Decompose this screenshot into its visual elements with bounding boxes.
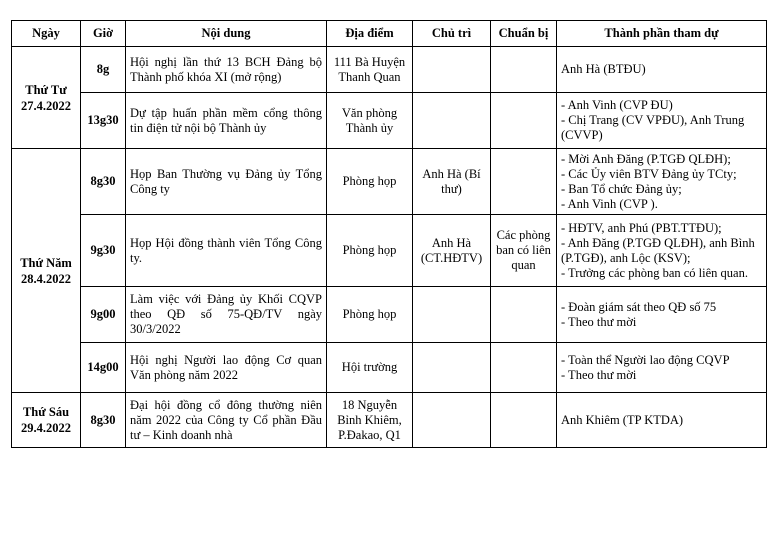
time-cell: 9g30 (81, 215, 126, 287)
place-cell: Phòng họp (327, 215, 413, 287)
attendee-line: - Anh Đăng (P.TGĐ QLĐH), anh Bình (P.TGĐ), anh Lộc (KSV); (561, 235, 755, 265)
attendees-cell (557, 287, 767, 343)
schedule-table (11, 20, 767, 448)
time-cell: 14g00 (81, 343, 126, 393)
content-cell: Họp Hội đồng thành viên Tổng Công ty. (126, 215, 327, 287)
time-cell: 8g30 (81, 149, 126, 215)
attendee-line: - Trưởng các phòng ban có liên quan. (561, 265, 748, 280)
chair-cell (413, 93, 491, 149)
day-weekday: Thứ Sáu (22, 405, 70, 419)
day-weekday: Thứ Tư (25, 82, 67, 97)
table-row (12, 149, 767, 215)
prep-cell (491, 149, 557, 215)
table-row (12, 47, 767, 93)
attendee-line: - Chị Trang (CV VPĐU), Anh Trung (CVVP) (561, 113, 745, 142)
chair-cell (413, 343, 491, 393)
time-cell: 8g (81, 47, 126, 93)
day-cell (12, 149, 81, 393)
chair-cell (413, 287, 491, 343)
attendees-cell (557, 393, 767, 448)
table-row (12, 343, 767, 393)
header-content: Nội dung (126, 21, 327, 47)
time-cell: 9g00 (81, 287, 126, 343)
content-cell: Làm việc với Đảng ủy Khối CQVP theo QĐ số 75-QĐ/TV ngày 30/3/2022 (126, 287, 327, 343)
prep-cell (491, 47, 557, 93)
prep-cell (491, 93, 557, 149)
chair-cell (413, 393, 491, 448)
attendees-cell (557, 343, 767, 393)
prep-cell (491, 343, 557, 393)
day-cell (12, 47, 81, 149)
content-cell: Hội nghị lần thứ 13 BCH Đảng bộ Thành phố khóa XI (mở rộng) (126, 47, 327, 93)
prep-cell (491, 287, 557, 343)
header-date: Ngày (12, 21, 81, 47)
table-row (12, 393, 767, 448)
day-date: 29.4.2022 (21, 421, 71, 435)
table-row (12, 287, 767, 343)
header-chair: Chủ trì (413, 21, 491, 47)
day-date: 28.4.2022 (21, 271, 71, 286)
attendees-cell (557, 47, 767, 93)
attendee-line: - Anh Vinh (CVP ĐU) (561, 98, 673, 112)
header-prep: Chuẩn bị (491, 21, 557, 47)
chair-cell: Anh Hà (Bí thư) (413, 149, 491, 215)
header-time: Giờ (81, 21, 126, 47)
table-row (12, 215, 767, 287)
attendee-line: - Mời Anh Đăng (P.TGĐ QLĐH); (561, 151, 731, 166)
attendees-cell (557, 93, 767, 149)
attendee-line: Anh Hà (BTĐU) (561, 62, 646, 76)
content-cell: Họp Ban Thường vụ Đảng ủy Tổng Công ty (126, 149, 327, 215)
place-cell: Hội trường (327, 343, 413, 393)
place-cell: Văn phòng Thành ủy (327, 93, 413, 149)
attendee-line: - Toàn thể Người lao động CQVP (561, 352, 730, 367)
attendees-cell (557, 215, 767, 287)
attendee-line: - Anh Vinh (CVP ). (561, 196, 658, 211)
day-weekday: Thứ Năm (20, 255, 72, 270)
attendee-line: Anh Khiêm (TP KTDA) (561, 412, 684, 427)
time-cell: 13g30 (81, 93, 126, 149)
day-cell (12, 393, 81, 448)
attendee-line: - Theo thư mời (561, 367, 637, 382)
table-row (12, 93, 767, 149)
prep-cell (491, 393, 557, 448)
chair-cell: Anh Hà (CT.HĐTV) (413, 215, 491, 287)
place-cell: Phòng họp (327, 287, 413, 343)
header-place: Địa điểm (327, 21, 413, 47)
attendee-line: - Các Ủy viên BTV Đảng ủy TCty; (561, 166, 737, 181)
header-attendees: Thành phần tham dự (557, 21, 767, 47)
attendee-line: - Đoàn giám sát theo QĐ số 75 (561, 299, 717, 314)
time-cell: 8g30 (81, 393, 126, 448)
content-cell: Đại hội đồng cổ đông thường niên năm 2022 của Công ty Cổ phần Đầu tư – Kinh doanh nhà (126, 393, 327, 448)
attendee-line: - Ban Tổ chức Đảng ủy; (561, 181, 682, 196)
attendees-cell (557, 149, 767, 215)
place-cell: 18 Nguyễn Bỉnh Khiêm, P.Đakao, Q1 (327, 393, 413, 448)
day-date: 27.4.2022 (21, 98, 71, 113)
attendee-line: - HĐTV, anh Phú (PBT.TTĐU); (561, 220, 722, 235)
place-cell: 111 Bà Huyện Thanh Quan (327, 47, 413, 93)
content-cell: Dự tập huấn phần mềm cổng thông tin điện tử nội bộ Thành ủy (126, 93, 327, 149)
header-row (12, 21, 767, 47)
attendee-line: - Theo thư mời (561, 314, 637, 329)
place-cell: Phòng họp (327, 149, 413, 215)
prep-cell: Các phòng ban có liên quan (491, 215, 557, 287)
chair-cell (413, 47, 491, 93)
content-cell: Hội nghị Người lao động Cơ quan Văn phòng năm 2022 (126, 343, 327, 393)
